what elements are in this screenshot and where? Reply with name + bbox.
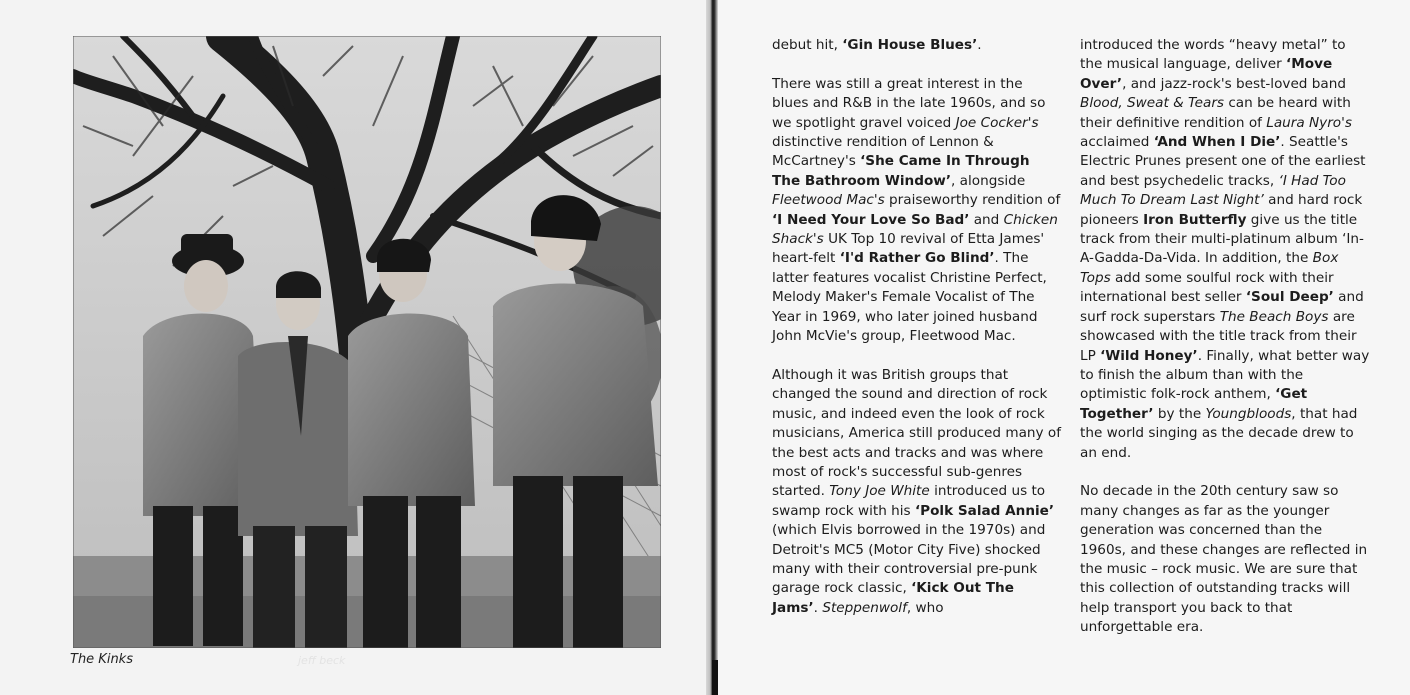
text-run: . xyxy=(813,599,823,616)
paragraph xyxy=(772,36,1062,55)
book-spine xyxy=(706,0,718,695)
text-run: add some soulful rock with their international best seller xyxy=(1080,269,1334,306)
bold-track-title: ‘Polk Salad Annie’ xyxy=(914,502,1055,519)
text-run: and xyxy=(969,211,1004,228)
bold-track-title: ‘Gin House Blues’ xyxy=(842,37,978,53)
text-run: are showcased with the title track from their LP xyxy=(1080,308,1357,364)
paragraph xyxy=(772,366,1062,618)
text-run: (which Elvis borrowed in the 1970s) and Detroit's MC5 (Motor City Five) shocked many with their controversial pre-punk garage rock classic, xyxy=(772,522,1046,597)
bold-track-title: ‘Kick Out The Jams’ xyxy=(772,580,1014,616)
italic-artist-name: Blood, Sweat & Tears xyxy=(1080,95,1225,112)
photo-caption: The Kinks xyxy=(70,652,133,667)
text-run: by the xyxy=(1153,405,1206,422)
text-run: . The latter features vocalist Christine Perfect, Melody Maker's Female Vocalist of The Year in 1969, who later joined husband John McVie's group, Fleetwood Mac. xyxy=(772,250,1047,345)
text-run: distinctive rendition of Lennon & McCartney's xyxy=(772,134,994,170)
text-run: UK Top 10 revival of Etta James' heart-felt xyxy=(772,231,1045,267)
bold-track-title: ‘I'd Rather Go Blind’ xyxy=(839,250,995,267)
text-run: , and jazz-rock's best-loved band xyxy=(1122,75,1346,92)
bold-track-title: ‘And When I Die’ xyxy=(1153,134,1281,151)
paragraph xyxy=(772,75,1062,347)
paragraph xyxy=(1080,36,1370,463)
text-run: can be heard with their definitive rendition of xyxy=(1080,95,1351,131)
bold-track-title: ‘Wild Honey’ xyxy=(1100,347,1198,364)
text-column-right xyxy=(1080,36,1370,657)
text-run: debut hit, xyxy=(772,37,843,53)
bold-track-title: Iron Butterfly xyxy=(1143,211,1247,228)
bold-track-title: ‘I Need Your Love So Bad’ xyxy=(772,211,970,228)
text-run: No decade in the 20th century saw so many changes as far as the younger generation was concerned than the 1960s, and these changes are reflected in the music – rock music. We are sure that this collection of outstanding tracks will help transport you back to that unforgettable era. xyxy=(1080,483,1368,636)
text-run: acclaimed xyxy=(1080,134,1154,151)
bold-track-title: ‘She Came In Through The Bathroom Window’ xyxy=(772,153,1030,189)
text-run: . xyxy=(977,37,982,53)
italic-artist-name: Box Tops xyxy=(1080,250,1339,286)
text-run: introduced us to swamp rock with his xyxy=(772,483,1046,519)
text-run: , alongside xyxy=(951,172,1026,189)
italic-artist-name: The Beach Boys xyxy=(1219,308,1329,325)
bold-track-title: ‘Soul Deep’ xyxy=(1245,289,1334,306)
italic-artist-name: Tony Joe White xyxy=(829,483,930,500)
band-photo-illustration xyxy=(73,36,661,648)
text-run: , who xyxy=(906,599,944,616)
text-run: , that had the world singing as the decade drew to an end. xyxy=(1080,405,1358,461)
bold-track-title: ‘Get Together’ xyxy=(1080,386,1308,422)
text-run: introduced the words “heavy metal” to the musical language, deliver xyxy=(1080,37,1346,73)
text-run: and surf rock superstars xyxy=(1080,289,1364,325)
text-run: praiseworthy rendition of xyxy=(884,192,1061,209)
paragraph xyxy=(1080,482,1370,637)
text-run: . Finally, what better way to finish the album than with the optimistic folk-rock anthem, xyxy=(1080,347,1370,403)
text-run: and hard rock pioneers xyxy=(1080,192,1363,228)
bold-track-title: ‘Move Over’ xyxy=(1080,56,1333,92)
text-run: There was still a great interest in the blues and R&B in the late 1960s, and so we spotlight gravel voiced xyxy=(772,75,1046,131)
italic-artist-name: Chicken Shack's xyxy=(772,211,1058,248)
faint-stamp: jeff beck xyxy=(298,654,346,667)
italic-artist-name: Steppenwolf xyxy=(822,599,907,616)
band-photo xyxy=(73,36,661,648)
italic-artist-name: Joe Cocker's xyxy=(955,114,1039,131)
italic-artist-name: Laura Nyro's xyxy=(1266,114,1352,131)
italic-artist-name: Youngbloods xyxy=(1205,405,1292,422)
text-column-left xyxy=(772,36,1062,638)
italic-artist-name: ‘I Had Too Much To Dream Last Night’ xyxy=(1080,172,1346,209)
text-run: give us the title track from their multi-platinum album ‘In-A-Gadda-Da-Vida. In addition, the xyxy=(1080,211,1364,267)
text-run: . Seattle's Electric Prunes present one of the earliest and best psychedelic tracks, xyxy=(1080,134,1366,189)
italic-artist-name: Fleetwood Mac's xyxy=(772,192,885,209)
text-run: Although it was British groups that changed the sound and direction of rock music, and indeed even the look of rock musicians, America still produced many of the best acts and tracks and was where most of rock's successful sub-genres started. xyxy=(772,366,1062,500)
